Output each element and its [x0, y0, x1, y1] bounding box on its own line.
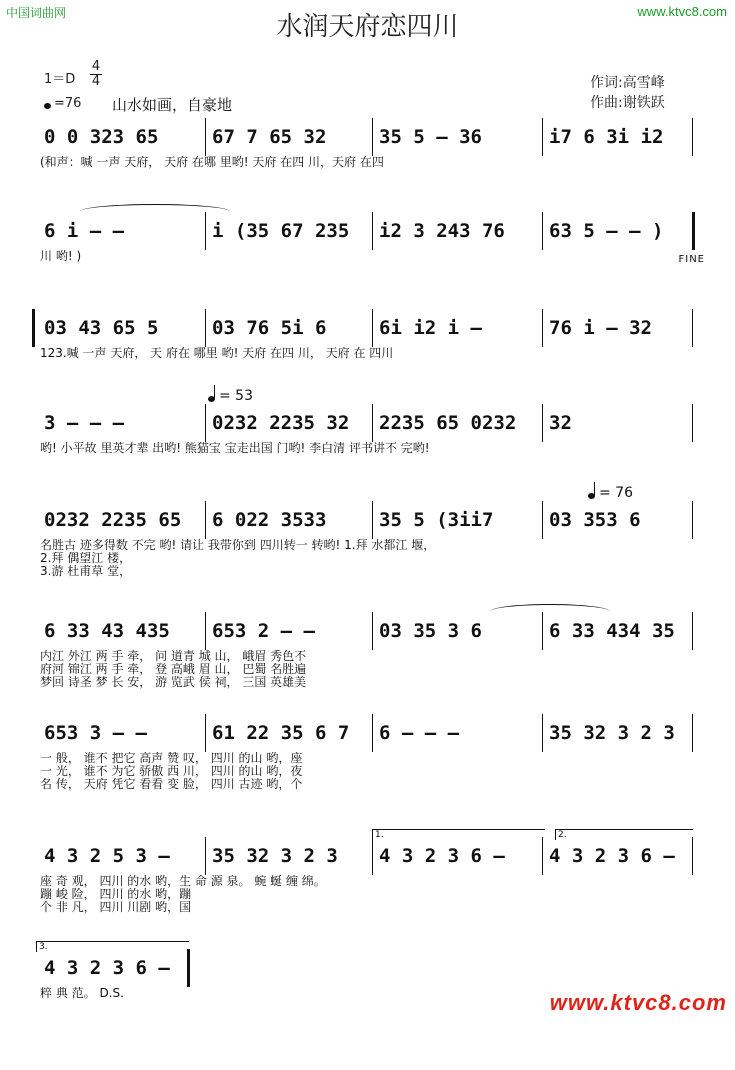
- notation-line: [40, 124, 705, 150]
- lyrics-block: [40, 752, 700, 791]
- measure: 4 3 2 3 6 –: [549, 845, 675, 867]
- tempo-value: = 53: [219, 388, 253, 404]
- lyric-line: 2.拜 偶望江 楼，: [40, 552, 132, 565]
- bar-line: [372, 612, 373, 650]
- bar-line: [542, 501, 543, 539]
- measure: 653 2 – –: [212, 620, 315, 642]
- measure: 32: [549, 412, 572, 434]
- measure: 35 32 3 2 3: [549, 722, 675, 744]
- measure: i (35 67 235: [212, 220, 350, 242]
- measure: 4 3 2 5 3 –: [44, 845, 170, 867]
- notation-line: [40, 618, 705, 644]
- measure: 35 5 – 36: [379, 126, 482, 148]
- lyrics-block: [40, 539, 700, 578]
- measure: 35 32 3 2 3: [212, 845, 338, 867]
- measure: 4 3 2 3 6 –: [44, 957, 170, 979]
- measure: 6 i – –: [44, 220, 125, 242]
- bar-line: [692, 309, 693, 347]
- lyric-line: 粹 典 范。 D.S.: [40, 987, 124, 1000]
- notation-line: [40, 507, 705, 533]
- measure: 6 33 43 435: [44, 620, 170, 642]
- bar-line: [692, 501, 693, 539]
- lyrics-block: [40, 650, 700, 689]
- tempo-value: = 76: [599, 485, 633, 501]
- bar-line: [205, 404, 206, 442]
- measure: 03 353 6: [549, 509, 641, 531]
- bar-line: [542, 714, 543, 752]
- bar-line: [542, 118, 543, 156]
- lyric-line: 一 般， 谁不 把它 高声 赞 叹， 四川 的山 哟，座: [40, 752, 303, 765]
- notation-line: [40, 218, 705, 244]
- bar-line: [205, 118, 206, 156]
- lyrics-block: [40, 156, 700, 169]
- song-title: 水润天府恋四川: [276, 12, 459, 42]
- lyric-line: 川 哟! ): [40, 250, 82, 263]
- bar-line: [542, 837, 543, 875]
- bar-line: [692, 714, 693, 752]
- lyric-line: 名胜古 迹多得数 不完 哟! 请让 我带你到 四川转一 转哟! 1.拜 水都江 堰，: [40, 539, 436, 552]
- lyric-line: 123.喊 一声 天府， 天 府在 哪里 哟! 天府 在四 川， 天府 在 四川: [40, 347, 394, 360]
- measure: 3 – – –: [44, 412, 125, 434]
- lyric-line: 梦回 诗圣 梦 长 安， 游 览武 侯 祠， 三国 英雄美: [40, 676, 307, 689]
- lyric-line: 哟! 小平故 里英才辈 出哟! 熊猫宝 宝走出国 门哟! 李白清 评书讲不 完哟!: [40, 442, 430, 455]
- score-system: [0, 720, 735, 835]
- lyric-line: 蹦 峻 险， 四川 的水 哟，蹦: [40, 888, 192, 901]
- volta-ending: 2.: [555, 829, 693, 840]
- measure: 61 22 35 6 7: [212, 722, 350, 744]
- lyric-line: (和声：喊 一声 天府， 天府 在哪 里哟! 天府 在四 川，天府 在四: [40, 156, 384, 169]
- bar-line: [692, 837, 693, 875]
- measure: 0232 2235 32: [212, 412, 350, 434]
- volta-ending: 1.: [372, 829, 545, 840]
- lyrics-block: [40, 250, 700, 263]
- tempo-marking: [44, 96, 81, 111]
- fine-marking: FINE: [678, 254, 705, 265]
- bar-line: [205, 612, 206, 650]
- quarter-note-icon: [44, 103, 51, 109]
- lyric-line: 个 非 凡， 四川 川剧 哟，国: [40, 901, 192, 914]
- measure: 2235 65 0232: [379, 412, 517, 434]
- measure: 76 i – 32: [549, 317, 652, 339]
- slur-mark: [490, 604, 610, 619]
- measure: 6 022 3533: [212, 509, 327, 531]
- lyric-line: 内江 外江 两 手 牵， 问 道青 城 山， 峨眉 秀色不: [40, 650, 307, 663]
- measure: 6i i2 i –: [379, 317, 482, 339]
- tempo-change: [588, 485, 633, 501]
- notation-line: [40, 720, 705, 746]
- measure: 6 33 434 35: [549, 620, 675, 642]
- bar-line: [205, 837, 206, 875]
- measure: 03 35 3 6: [379, 620, 482, 642]
- bar-line: [205, 501, 206, 539]
- key-signature: 1＝D: [44, 72, 76, 87]
- bar-line: [372, 404, 373, 442]
- volta-ending: 3.: [36, 941, 189, 952]
- lyric-line: 府河 锦江 两 手 牵， 登 高峨 眉 山， 巴蜀 名胜遍: [40, 663, 307, 676]
- bar-line: [692, 404, 693, 442]
- tempo-value: =76: [54, 96, 82, 111]
- measure: i7 6 3i i2: [549, 126, 664, 148]
- bar-line: [372, 837, 373, 875]
- time-signature-bottom: 4: [91, 74, 101, 89]
- measure: 6 – – –: [379, 722, 460, 744]
- time-signature: [90, 60, 102, 89]
- quarter-note-icon: [588, 493, 595, 499]
- site-logo: www.ktvc8.com: [549, 990, 727, 1015]
- score-system: [0, 485, 735, 622]
- composer-credit: 作曲:谢铁跃: [590, 95, 665, 111]
- measure: 4 3 2 3 6 –: [379, 845, 505, 867]
- measure: 63 5 – – ): [549, 220, 664, 242]
- lyrics-block: [40, 347, 700, 360]
- bar-line: [205, 309, 206, 347]
- bar-line: [205, 714, 206, 752]
- measure: 653 3 – –: [44, 722, 147, 744]
- lyric-line: 3.游 杜甫草 堂，: [40, 565, 132, 578]
- bar-line: [692, 612, 693, 650]
- lyrics-block: [40, 442, 700, 455]
- bar-line: [372, 212, 373, 250]
- bar-line: [372, 309, 373, 347]
- measure: 0 0 323 65: [44, 126, 159, 148]
- bar-line: [542, 309, 543, 347]
- lyric-line: 名 传， 天府 凭它 看看 变 脸， 四川 古迹 哟，个: [40, 778, 303, 791]
- measure: 35 5 (3ii7: [379, 509, 494, 531]
- lyric-line: 一 光， 谁不 为它 骄傲 西 川， 四川 的山 哟，夜: [40, 765, 303, 778]
- slur-mark: [80, 204, 230, 219]
- quarter-note-icon: [208, 396, 215, 402]
- lyrics-block: [40, 875, 700, 914]
- lyricist-credit: 作词:高雪峰: [590, 75, 665, 91]
- time-signature-top: 4: [91, 59, 101, 74]
- notation-line: [40, 315, 705, 341]
- site-name-left[interactable]: 中国词曲网: [6, 6, 67, 20]
- repeat-start-bar: [32, 309, 35, 347]
- bar-line: [542, 404, 543, 442]
- measure: i2 3 243 76: [379, 220, 505, 242]
- score-system: [0, 618, 735, 733]
- measure: 03 76 5i 6: [212, 317, 327, 339]
- notation-line: [40, 410, 705, 436]
- measure: 0232 2235 65: [44, 509, 182, 531]
- bar-line: [692, 212, 695, 250]
- measure: 67 7 65 32: [212, 126, 327, 148]
- notation-line: [40, 843, 705, 869]
- bar-line: [372, 118, 373, 156]
- notation-line: [40, 955, 705, 981]
- bar-line: [542, 212, 543, 250]
- tempo-change: [208, 388, 253, 404]
- measure: 03 43 65 5: [44, 317, 159, 339]
- lyric-line: 座 奇 观， 四川 的水 哟，生 命 源 泉。 蜿 蜒 缠 绵。: [40, 875, 326, 888]
- bar-line: [187, 949, 190, 987]
- bar-line: [372, 501, 373, 539]
- expression-marking: 山水如画，自豪地: [112, 96, 233, 114]
- bar-line: [372, 714, 373, 752]
- bar-line: [692, 118, 693, 156]
- site-url-right[interactable]: www.ktvc8.com: [637, 4, 727, 19]
